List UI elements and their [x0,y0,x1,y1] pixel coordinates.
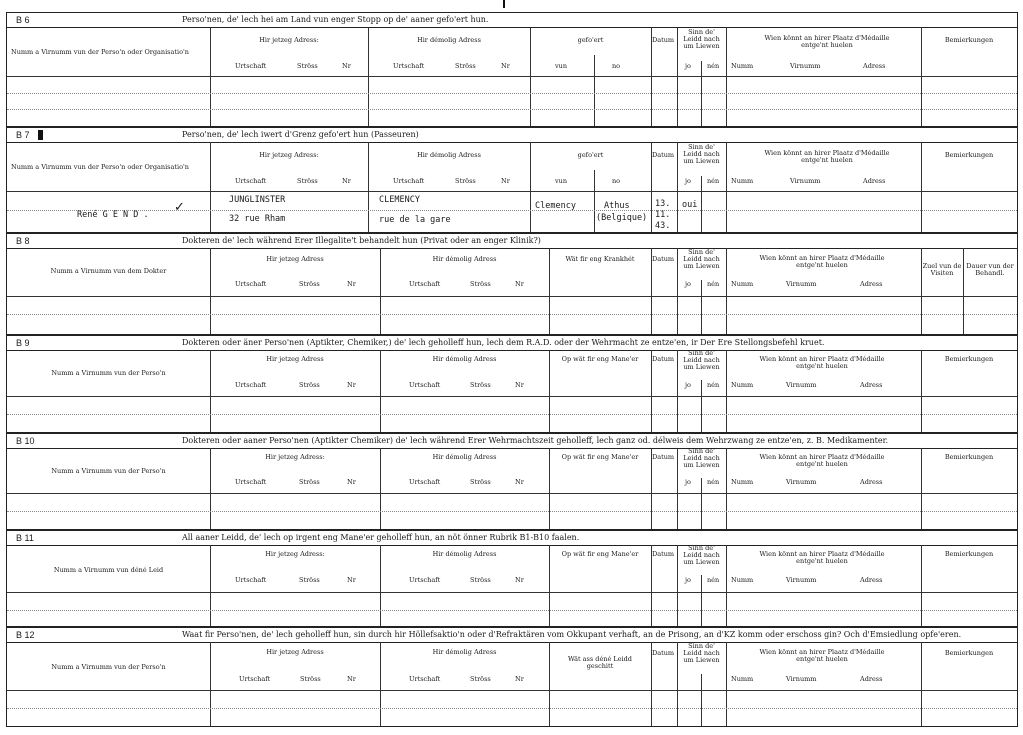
sub-header-urtschaft: Urtschaft [409,478,441,486]
col-alive-header: Sinn de' Leidd nach um Liewen [683,349,720,371]
sub-header-stross: Ströss [470,576,491,584]
sub-header-urtschaft: Urtschaft [235,381,267,389]
sub-header-adress: Adress [860,381,883,389]
sub-header-stross: Ströss [470,675,491,683]
col-former-address-header: Hir démolig Adress [417,36,481,44]
col-remarks-header: Bemierkungen [944,453,994,461]
section-b12 [6,627,1018,727]
col-medal-header: Wien könnt an hirer Plaatz d'Médaille entge'nt huelen [764,149,890,164]
section-code: B 12 [16,630,35,640]
row-rule [7,592,1017,593]
sub-header-urtschaft: Urtschaft [409,381,441,389]
section-code: B 10 [16,436,35,446]
column-rule [726,350,727,432]
section-b11 [6,530,1018,627]
column-rule [701,478,702,529]
sub-header-urtschaft: Urtschaft [393,62,425,70]
col-remarks-header: Bemierkungen [944,649,994,657]
sub-header-nen: nén [707,62,720,70]
sub-header-nr: Nr [515,280,524,288]
sub-header-stross: Ströss [470,478,491,486]
row-rule [7,414,1017,415]
sub-header-stross: Ströss [297,62,318,70]
col-medal-header: Wien könnt an hirer Plaatz d'Médaille entge'nt huelen [759,254,885,269]
section-title-bar [7,234,1017,249]
section-title: Perso'nen, de' lech hei am Land vun enger Stopp op de' aaner gefo'ert hun. [182,15,489,24]
sub-header-urtschaft: Urtschaft [235,177,267,185]
col-duration-header: Dauer vun der Behandl. [966,262,1014,277]
col-remarks-header: Bemierkungen [944,151,994,159]
col-medal-header: Wien könnt an hirer Plaatz d'Médaille entge'nt huelen [759,355,885,370]
sub-header-adress: Adress [860,280,883,288]
sub-header-urtschaft: Urtschaft [393,177,425,185]
pen-mark [38,130,43,140]
sub-header-urtschaft: Urtschaft [409,576,441,584]
sub-header-virnumm: Virnumm [786,478,817,486]
col-medal-header: Wien könnt an hirer Plaatz d'Médaille entge'nt huelen [764,34,890,49]
col-manner-header: Op wät fir eng Mane'er [561,550,639,558]
col-remarks-header: Bemierkungen [944,36,994,44]
row-rule [7,610,1017,611]
row-rule [7,314,1017,315]
col-transport-header: gefo'ert [577,36,604,44]
sub-header-jo: jo [685,576,691,584]
section-b10 [6,433,1018,530]
col-alive-header: Sinn de' Leidd nach um Liewen [683,544,720,566]
col-former-address-header: Hir démolig Adress [432,648,497,656]
sub-header-stross: Ströss [455,177,476,185]
sub-header-nen: nén [707,280,720,288]
section-title-bar [7,531,1017,546]
col-current-address-header: Hir jetzeg Adress: [265,453,325,461]
col-current-address-header: Hir jetzeg Adress [266,648,324,656]
col-date-header: Datum [652,453,675,461]
sub-header-vun: vun [555,62,568,70]
col-former-address-header: Hir démolig Adress [432,355,497,363]
sub-header-nr: Nr [342,62,351,70]
col-medal-header: Wien könnt an hirer Plaatz d'Médaille entge'nt huelen [759,648,885,663]
sub-header-urtschaft: Urtschaft [235,478,267,486]
entry-former-town: CLEMENCY [379,195,420,205]
sub-header-nr: Nr [515,478,524,486]
sub-header-nen: nén [707,576,720,584]
sub-header-jo: jo [685,381,691,389]
column-rule [594,170,595,232]
sub-header-adress: Adress [860,675,883,683]
section-title: Perso'nen, de' lech iwert d'Grenz gefo'ert hun (Passeuren) [182,130,419,139]
sub-header-urtschaft: Urtschaft [409,280,441,288]
section-code: B 7 [16,130,30,140]
row-rule [7,191,1017,192]
row-rule [7,296,1017,297]
sub-header-nr: Nr [515,675,524,683]
sub-header-stross: Ströss [455,62,476,70]
row-rule [7,493,1017,494]
sub-header-numm: Numm [731,280,754,288]
col-remarks-header: Bemierkungen [944,550,994,558]
sub-header-numm: Numm [731,576,754,584]
sub-header-urtschaft: Urtschaft [235,280,267,288]
section-title-bar [7,434,1017,449]
sub-header-adress: Adress [863,62,886,70]
sub-header-nr: Nr [515,576,524,584]
sub-header-no: no [612,177,621,185]
sub-header-adress: Adress [860,478,883,486]
sub-header-virnumm: Virnumm [790,62,821,70]
row-rule [7,396,1017,397]
column-rule [726,545,727,626]
entry-date-year: 43. [655,221,671,231]
sub-header-stross: Ströss [470,381,491,389]
column-rule [701,575,702,626]
section-code: B 11 [16,533,34,543]
col-current-address-header: Hir jetzeg Adress: [259,36,319,44]
section-title: Dokteren de' lech während Erer Illegalite't behandelt hun (Privat oder an enger Klinik?) [182,236,541,245]
sub-header-nr: Nr [347,478,356,486]
section-title: Dokteren oder aaner Perso'nen (Aptikter Chemiker) de' lech während Erer Wehrmachtszeit geholleff, lech ganz od. délweis dem Wehrzwang ze entze'en, z. B. Medikamenter. [182,436,889,445]
section-title-bar [7,336,1017,351]
sub-header-stross: Ströss [299,478,320,486]
col-date-header: Datum [652,255,675,263]
sub-header-virnumm: Virnumm [790,177,821,185]
column-rule [677,350,678,432]
section-title-bar [7,13,1017,28]
col-former-address-header: Hir démolig Adress [432,255,497,263]
sub-header-numm: Numm [731,675,754,683]
col-current-address-header: Hir jetzeg Adress: [265,550,325,558]
section-title: Dokteren oder äner Perso'nen (Aptikter, Chemiker,) de' lech geholleff hun, lech dem R.A.D. oder der Wehrmacht ze entze'en, ir Der Ere Stellongsbefehl kruet. [182,338,825,347]
section-title-bar [7,628,1017,643]
column-rule [677,642,678,726]
col-visits-header: Zuel vun de Visiten [922,262,962,277]
row-rule [7,76,1017,77]
col-name-header: Numm a Virnumm vun der Perso'n [51,663,166,671]
col-alive-header: Sinn de' Leidd nach um Liewen [683,248,720,270]
section-b7 [6,127,1018,233]
section-code: B 9 [16,338,30,348]
column-rule [677,248,678,334]
column-rule [677,448,678,529]
col-date-header: Datum [652,151,675,159]
sub-header-nen: nén [707,177,720,185]
col-doctor-name-header: Numm a Virnumm vun dem Dokter [50,267,167,275]
sub-header-stross: Ströss [470,280,491,288]
sub-header-numm: Numm [731,478,754,486]
col-former-address-header: Hir démolig Adress [417,151,481,159]
entry-to-town: Athus [604,201,630,211]
col-remarks-header: Bemierkungen [944,355,994,363]
col-current-address-header: Hir jetzeg Adress: [259,151,319,159]
sub-header-nr: Nr [347,381,356,389]
col-manner-header: Op wät fir eng Mane'er [561,355,639,363]
column-rule [701,380,702,432]
sub-header-jo: jo [685,177,691,185]
column-rule [726,448,727,529]
section-b6 [6,12,1018,127]
col-current-address-header: Hir jetzeg Adress [266,355,324,363]
col-illness-header: Wät fir eng Krankhét [565,255,635,263]
column-rule [677,142,678,232]
row-rule [7,93,1017,94]
sub-header-urtschaft: Urtschaft [235,576,267,584]
section-code: B 8 [16,236,30,246]
col-medal-header: Wien könnt an hirer Plaatz d'Médaille entge'nt huelen [759,453,885,468]
sub-header-nr: Nr [347,576,356,584]
col-name-header: Numm a Virnumm vun der Perso'n oder Organisatio'n [11,163,189,171]
sub-header-nr: Nr [347,675,356,683]
col-date-header: Datum [652,355,675,363]
section-title: All aaner Leidd, de' lech op irgent eng Mane'er geholleff hun, an nöt önner Rubrik B1-B10 faalen. [182,533,580,542]
sub-header-vun: vun [555,177,568,185]
sub-header-adress: Adress [863,177,886,185]
entry-date-month: 11. [655,210,671,220]
sub-header-numm: Numm [731,381,754,389]
sub-header-stross: Ströss [297,177,318,185]
col-manner-header: Op wät fir eng Mane'er [561,453,639,461]
entry-former-street: rue de la gare [379,215,451,225]
checkmark-icon: ✓ [174,200,185,215]
sub-header-virnumm: Virnumm [786,576,817,584]
column-rule [921,248,922,334]
sub-header-numm: Numm [731,177,754,185]
column-rule [726,142,727,232]
row-rule [7,511,1017,512]
col-name-header: Numm a Virnumm vun der Perso'n [51,467,166,475]
col-alive-header: Sinn de' Leidd nach um Liewen [683,447,720,469]
col-name-header: Numm a Virnumm vun déné Leid [53,566,164,574]
sub-header-nr: Nr [515,381,524,389]
sub-header-virnumm: Virnumm [786,280,817,288]
sub-header-jo: jo [685,280,691,288]
sub-header-virnumm: Virnumm [786,381,817,389]
row-rule [7,109,1017,110]
sub-header-urtschaft: Urtschaft [235,62,267,70]
col-date-header: Datum [652,550,675,558]
entry-alive: oui [682,200,698,210]
section-title-bar [7,128,1017,143]
sub-header-stross: Ströss [300,675,321,683]
section-b9 [6,335,1018,433]
col-date-header: Datum [652,36,675,44]
sub-header-urtschaft: Urtschaft [239,675,271,683]
entry-to-country: (Belgique) [596,213,648,223]
sub-header-nr: Nr [347,280,356,288]
column-rule [549,642,550,726]
col-current-address-header: Hir jetzeg Adress [266,255,324,263]
col-transport-header: gefo'ert [577,151,604,159]
col-name-header: Numm a Virnumm vun der Perso'n oder Organisatio'n [11,48,189,56]
row-rule [7,690,1017,691]
col-medal-header: Wien könnt an hirer Plaatz d'Médaille entge'nt huelen [759,550,885,565]
column-rule [677,545,678,626]
top-registration-mark [503,0,505,8]
col-former-address-header: Hir démolig Adress [432,550,497,558]
col-alive-header: Sinn de' Leidd nach um Liewen [683,642,720,664]
column-rule [701,176,702,232]
column-rule [701,280,702,334]
entry-name: René G E N D . [77,210,149,220]
section-b8 [6,233,1018,335]
sub-header-stross: Ströss [299,576,320,584]
col-alive-header: Sinn de' Leidd nach um Liewen [683,28,720,50]
column-rule [701,674,702,726]
entry-date-day: 13. [655,199,671,209]
sub-header-numm: Numm [731,62,754,70]
section-code: B 6 [16,15,30,25]
sub-header-stross: Ströss [299,280,320,288]
col-name-header: Numm a Virnumm vun der Perso'n [51,369,166,377]
sub-header-adress: Adress [860,576,883,584]
sub-header-jo: jo [685,478,691,486]
column-rule [594,55,595,126]
sub-header-nr: Nr [501,62,510,70]
col-date-header: Datum [652,649,675,657]
sub-header-nen: nén [707,478,720,486]
column-rule [726,248,727,334]
row-rule [7,708,1017,709]
entry-from: Clemency [535,201,576,211]
sub-header-no: no [612,62,621,70]
column-rule [963,248,964,334]
col-what-happened-header: Wät ass déné Leidd geschitt [568,655,632,670]
sub-header-nr: Nr [342,177,351,185]
col-alive-header: Sinn de' Leidd nach um Liewen [683,143,720,165]
entry-current-street: 32 rue Rham [229,214,286,224]
entry-current-town: JUNGLINSTER [229,195,286,205]
sub-header-stross: Ströss [299,381,320,389]
sub-header-virnumm: Virnumm [786,675,817,683]
col-former-address-header: Hir démolig Adress [432,453,497,461]
row-rule [7,210,1017,211]
column-rule [726,642,727,726]
sub-header-nr: Nr [501,177,510,185]
section-title: Waat fir Perso'nen, de' lech geholleff hun, sin durch hir Höllefsaktio'n oder d'Refraktären vom Okkupant verhaft, an de Prisong, an d'KZ komm oder erschoss gin? Och d'Emsiedlung opfe'eren. [182,630,962,639]
sub-header-urtschaft: Urtschaft [409,675,441,683]
sub-header-nen: nén [707,381,720,389]
sub-header-jo: jo [685,62,691,70]
